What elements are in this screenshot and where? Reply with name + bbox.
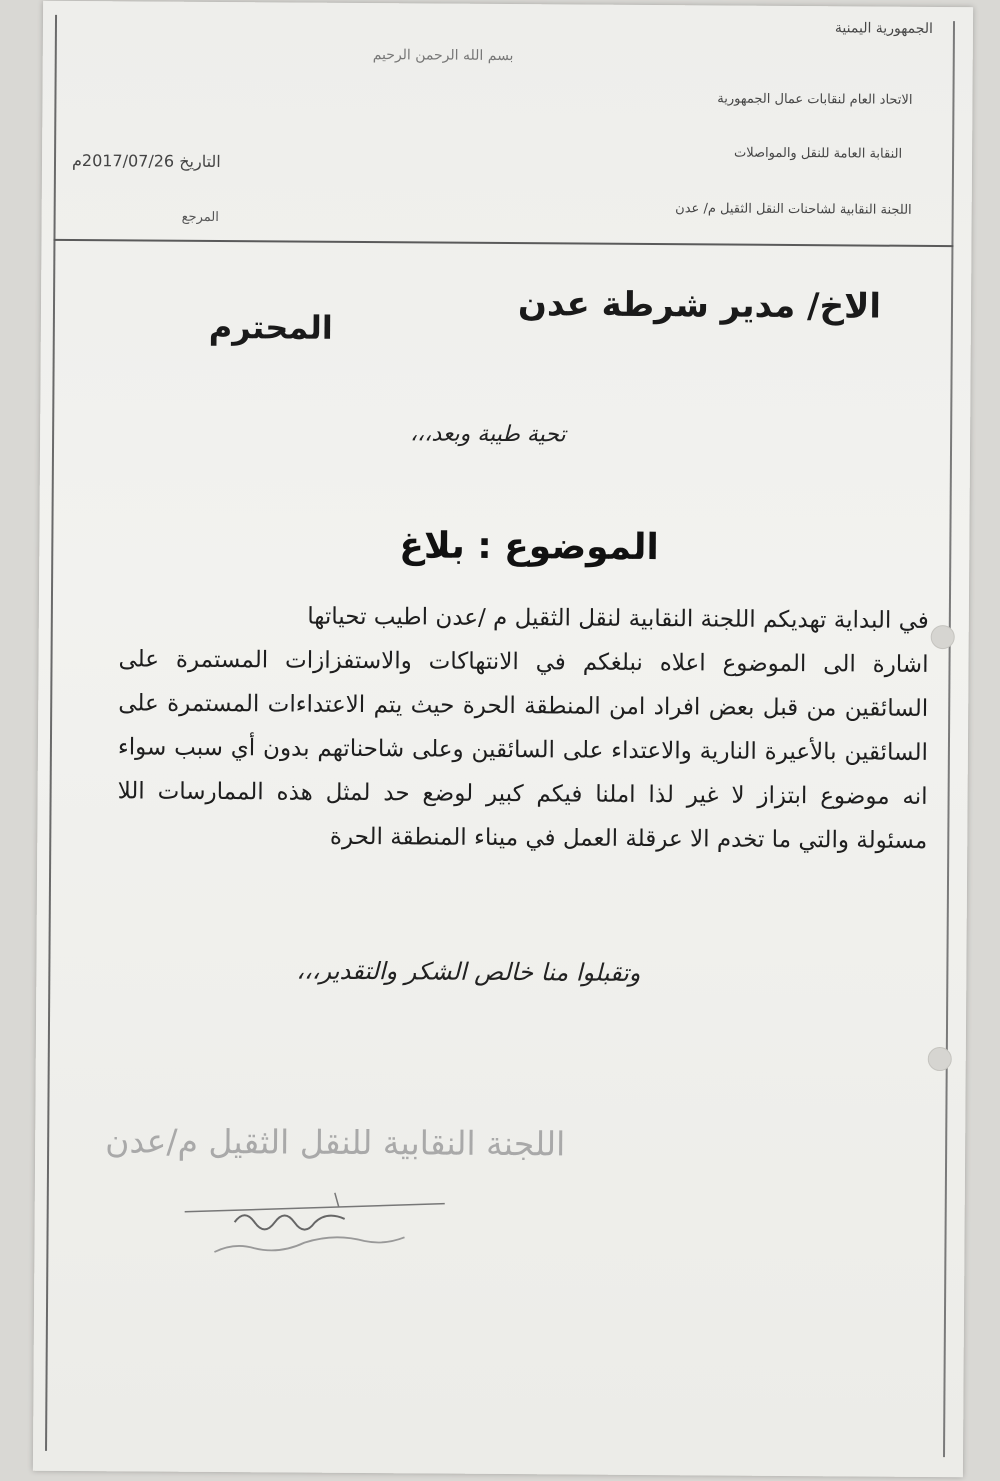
letter-page: [33, 1, 973, 1477]
punch-hole: [928, 1047, 952, 1071]
left-border-line: [45, 15, 57, 1451]
header-republic: الجمهورية اليمنية: [834, 20, 934, 37]
subject-line: الموضوع : بلاغ: [399, 525, 659, 569]
header-federation: الاتحاد العام لنقابات عمال الجمهورية: [717, 91, 913, 108]
date-label: التاريخ: [179, 151, 221, 172]
body-paragraph: في البداية تهديكم اللجنة النقابية لنقل الثقيل م /عدن اطيب تحياتها: [307, 603, 929, 634]
letter-body: [117, 593, 929, 863]
signature-block: اللجنة النقابية للنقل الثقيل م/عدن: [105, 1121, 566, 1164]
closing-line: وتقبلوا منا خالص الشكر والتقدير،،،: [296, 956, 641, 987]
greeting: تحية طيبة وبعد،،،: [410, 421, 566, 448]
respected-title: المحترم: [208, 307, 333, 347]
reference-label: المرجع: [181, 209, 219, 226]
body-paragraph: اشارة الى الموضوع اعلاه نبلغكم في الانتهاكات والاستفزازات المستمرة على السائقين من قبل بعض افراد امن المنطقة الحرة حيث يتم الاعتداءات المستمرة على السائقين بالأعيرة النارية والاعتداء على السائقين وعلى شاحناتهم بدون أي سبب سواء انه موضوع ابتزاز لا غير لذا املنا فيكم كبير لوضع حد لمثل هذه الممارسات اللا مسئولة والتي ما تخدم الا عرقلة العمل في ميناء المنطقة الحرة: [117, 646, 929, 854]
date-value: 2017/07/26م: [71, 150, 175, 171]
header-committee: اللجنة النقابية لشاحنات النقل الثقيل م/ عدن: [675, 201, 912, 218]
header-union: النقابة العامة للنقل والمواصلات: [733, 145, 903, 162]
header-basmala: بسم الله الرحمن الرحيم: [372, 47, 514, 65]
addressee: الاخ/ مدير شرطة عدن: [517, 284, 882, 327]
handwritten-signature: [174, 1182, 455, 1274]
date-line: [72, 151, 221, 171]
header-divider: [53, 239, 953, 247]
punch-hole: [931, 625, 955, 649]
right-border-line: [943, 21, 955, 1457]
